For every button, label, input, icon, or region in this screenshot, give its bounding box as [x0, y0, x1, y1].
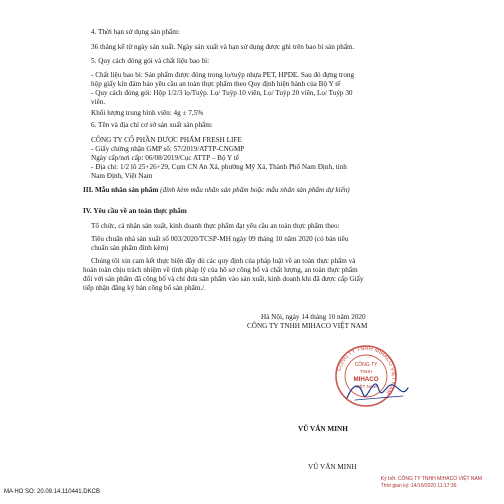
digital-signed-by: Ký bởi: CÔNG TY TNHH MIHACO VIỆT NAM	[380, 476, 482, 482]
section4-text: 36 tháng kể từ ngày sản xuất. Ngày sản xuất và hạn sử dụng được ghi trên bao bì sản phẩm.	[91, 43, 355, 51]
signature-place-date: Hà Nội, ngày 14 tháng 10 năm 2020	[261, 313, 366, 321]
digital-signed-time: Thời gian ký: 14/10/2020 11:17:36	[380, 482, 457, 489]
stamp-bottom-text: VIỆT NAM	[355, 384, 377, 389]
section4-iv-heading: IV. Yêu cầu về an toàn thực phẩm	[83, 207, 187, 215]
section3-note: (đính kèm mẫu nhãn sản phẩm hoặc mẫu nhãn sản phẩm dự kiến)	[160, 186, 350, 194]
commitment-line3: đối với sản phẩm đã công bố và chỉ đưa sản phẩm vào sản xuất, kinh doanh khi đã được cấp Giấy	[83, 275, 364, 283]
section6-address-line1: - Địa chỉ: 1/2 lô 25+26+29, Cụm CN An Xá, phường Mỹ Xá, Thành Phố Nam Định, tỉnh	[91, 163, 347, 171]
section-iv-paragraph2b: chuẩn sản phẩm đính kèm)	[91, 244, 169, 252]
section5-line2: hộp giấy kín đảm bảo yêu cầu an toàn thực phẩm theo Quy định hiện hành của Bộ Y tế	[91, 80, 341, 88]
section5-heading: 5. Quy cách đóng gói và chất liệu bao bì:	[91, 57, 210, 65]
section6-heading: 6. Tên và địa chỉ cơ sở sản xuất sản phẩm:	[91, 121, 213, 129]
section6-gmp: - Giấy chứng nhận GMP số: 57/2019/ATTP-CNGMP	[91, 145, 245, 153]
signer-name-upper: VŨ VĂN MINH	[298, 425, 348, 433]
signer-name: VŨ VĂN MINH	[308, 463, 357, 471]
commitment-line4: tiếp nhận đăng ký bản công bố sản phẩm./.	[83, 284, 206, 292]
section6-company: CÔNG TY CỔ PHẦN DƯỢC PHẨM FRESH LIFE	[91, 136, 242, 144]
stamp-top-text: CÔNG TY	[354, 362, 378, 368]
section6-address-line2: Nam Định, Việt Nam	[91, 172, 153, 180]
signature-company: CÔNG TY TNHH MIHACO VIỆT NAM	[247, 322, 368, 330]
section5-line5: Khối lượng trung bình viên: 4g ± 7,5%	[91, 109, 204, 117]
section4-heading: 4. Thời hạn sử dụng sản phẩm:	[91, 28, 180, 36]
section3-block	[83, 186, 350, 195]
record-code-footer: MA HO SO: 20.09.14.110441.DKCB	[4, 489, 100, 495]
section5-line3: - Quy cách đóng gói: Hộp 1/2/3 lọ/Tuýp. Lọ/ Tuýp 10 viên, Lọ/ Tuýp 20 viên, Lọ/ Tuýp 30	[91, 89, 353, 97]
section5-line4: viên.	[91, 98, 106, 106]
section3-heading: III. Mẫu nhãn sản phẩm	[83, 186, 159, 194]
digital-signature-block	[381, 476, 482, 489]
stamp-outer-text: CÔNG TY TNHH MIHACO VIỆT NAM	[336, 345, 397, 395]
section-iv-paragraph2a: Tiêu chuẩn nhà sản xuất số 003/2020/TCSP-MH ngày 09 tháng 10 năm 2020 (có bản tiêu	[91, 235, 349, 243]
section6-issued: Ngày cấp/nơi cấp: 06/08/2019/Cục ATTP – Bộ Y tế	[91, 154, 239, 162]
stamp-mid-text: TNHH	[359, 369, 373, 374]
handwritten-signature	[345, 378, 410, 406]
commitment-line2: hoàn toàn chịu trách nhiệm về tính pháp lý của hồ sơ công bố và chất lượng, an toàn thực phẩm	[83, 266, 358, 274]
section-iv-paragraph1: Tổ chức, cá nhân sản xuất, kinh doanh thực phẩm đạt yêu cầu an toàn thực phẩm theo:	[91, 222, 340, 230]
section5-line1: - Chất liệu bao bì: Sản phẩm được đóng trong lọ/tuýp nhựa PET, HPDE. Sau đó đựng trong	[91, 71, 355, 79]
commitment-line1: Chúng tôi xin cam kết thực hiện đầy đủ các quy định của pháp luật về an toàn thực phẩm và	[91, 257, 356, 265]
stamp-brand-text: MIHACO	[353, 376, 379, 383]
